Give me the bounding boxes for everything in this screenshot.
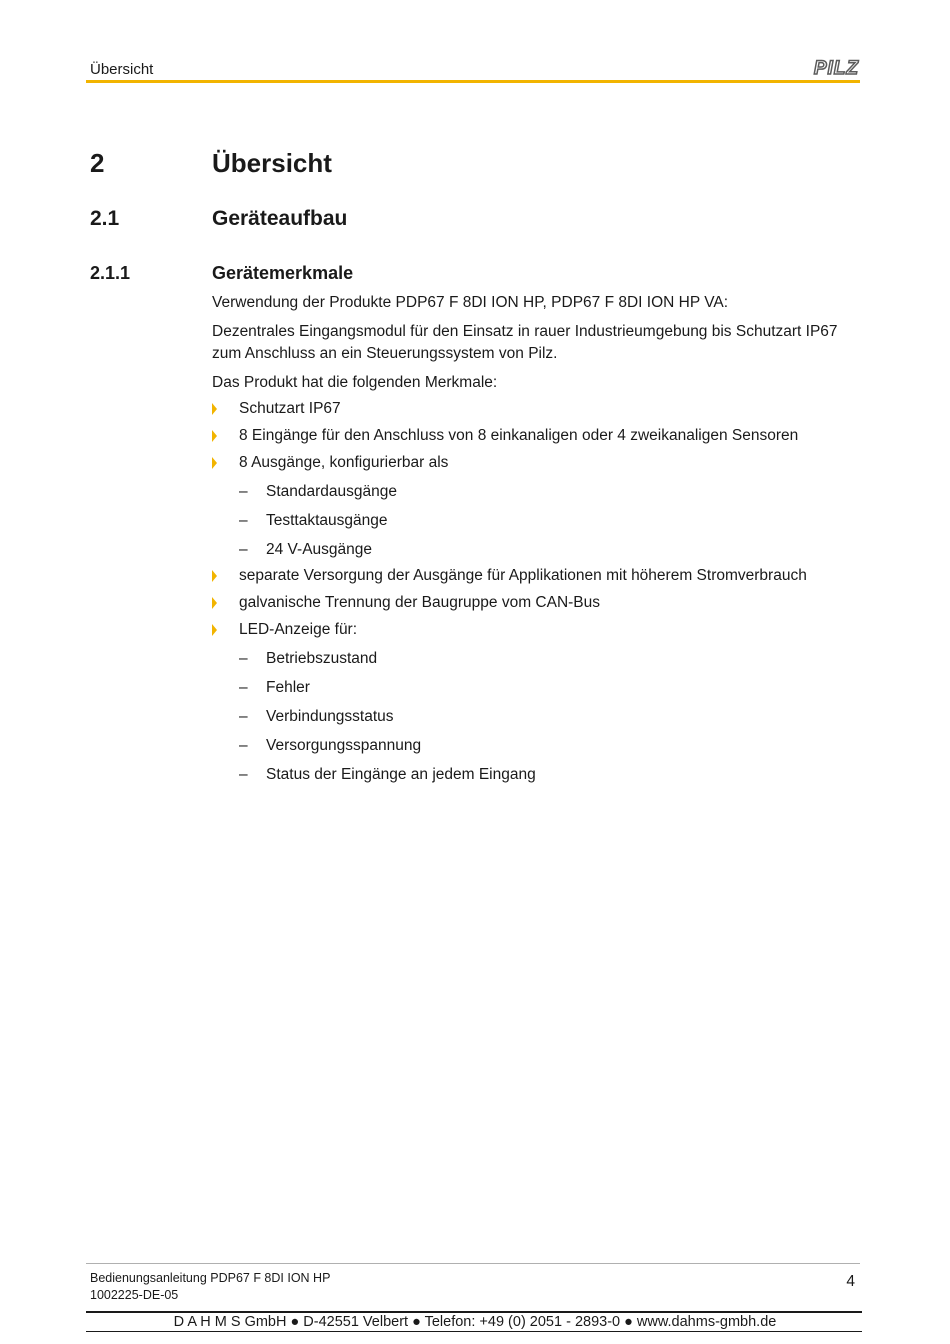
footer-top-rule (86, 1263, 860, 1264)
feature-bullet-icon (212, 403, 217, 415)
description-line-1: Dezentrales Eingangsmodul für den Einsatz in rauer Industrieumgebung bis Schutzart IP67 (212, 323, 838, 340)
feature-item: separate Versorgung der Ausgänge für Applikationen mit höherem Stromverbrauch (239, 567, 807, 584)
pilz-logo: PILZ (813, 58, 859, 79)
sub-item: Testtaktausgänge (266, 512, 388, 529)
footer-doc-info (90, 1270, 330, 1304)
sub-item-dash: – (239, 512, 248, 529)
sub-item-dash: – (239, 737, 248, 754)
sub-item: Betriebszustand (266, 650, 378, 667)
feature-bullet-icon (212, 570, 217, 582)
header-title: Übersicht (90, 61, 154, 78)
sub-item: Verbindungsstatus (266, 708, 394, 725)
feature-bullet-icon (212, 430, 217, 442)
feature-item: galvanische Trennung der Baugruppe vom CAN-Bus (239, 594, 601, 611)
description-line-2: zum Anschluss an ein Steuerungssystem von Pilz. (212, 345, 558, 362)
footer-bottom-rule (86, 1311, 862, 1313)
feature-bullet-icon (212, 457, 217, 469)
feature-item: 8 Ausgänge, konfigurierbar als (239, 454, 449, 471)
footer-company-line: D A H M S GmbH ● D-42551 Velbert ● Telefon: +49 (0) 2051 - 2893-0 ● www.dahms-gmbh.de (173, 1314, 777, 1330)
page-number: 4 (846, 1273, 855, 1290)
sub-item: Fehler (266, 679, 310, 696)
feature-item: Schutzart IP67 (239, 400, 341, 417)
footer-doc-number: 1002225-DE-05 (90, 1288, 179, 1302)
chapter-number: 2 (90, 148, 105, 178)
section-number: 2.1 (90, 207, 120, 230)
sub-item: Versorgungsspannung (266, 737, 422, 754)
sub-item-dash: – (239, 650, 248, 667)
feature-bullet-icon (212, 624, 217, 636)
feature-item: 8 Eingänge für den Anschluss von 8 einkanaligen oder 4 zweikanaligen Sensoren (239, 427, 799, 444)
section-title: Geräteaufbau (212, 207, 348, 230)
usage-paragraph: Verwendung der Produkte PDP67 F 8DI ION HP, PDP67 F 8DI ION HP VA: (212, 294, 729, 311)
features-intro: Das Produkt hat die folgenden Merkmale: (212, 374, 498, 391)
sub-item-dash: – (239, 483, 248, 500)
sub-item-dash: – (239, 708, 248, 725)
sub-item-dash: – (239, 541, 248, 558)
chapter-title: Übersicht (212, 148, 332, 178)
footer-underline (86, 1331, 862, 1332)
sub-item-dash: – (239, 766, 248, 783)
sub-item-dash: – (239, 679, 248, 696)
footer-doc-title: Bedienungsanleitung PDP67 F 8DI ION HP (90, 1271, 331, 1285)
sub-item: Status der Eingänge an jedem Eingang (266, 766, 536, 783)
subsection-title: Gerätemerkmale (212, 263, 354, 283)
feature-bullet-icon (212, 597, 217, 609)
sub-item: 24 V-Ausgänge (266, 541, 373, 558)
sub-item: Standardausgänge (266, 483, 398, 500)
subsection-number: 2.1.1 (90, 263, 131, 283)
feature-item: LED-Anzeige für: (239, 621, 358, 638)
header-rule (86, 80, 860, 83)
